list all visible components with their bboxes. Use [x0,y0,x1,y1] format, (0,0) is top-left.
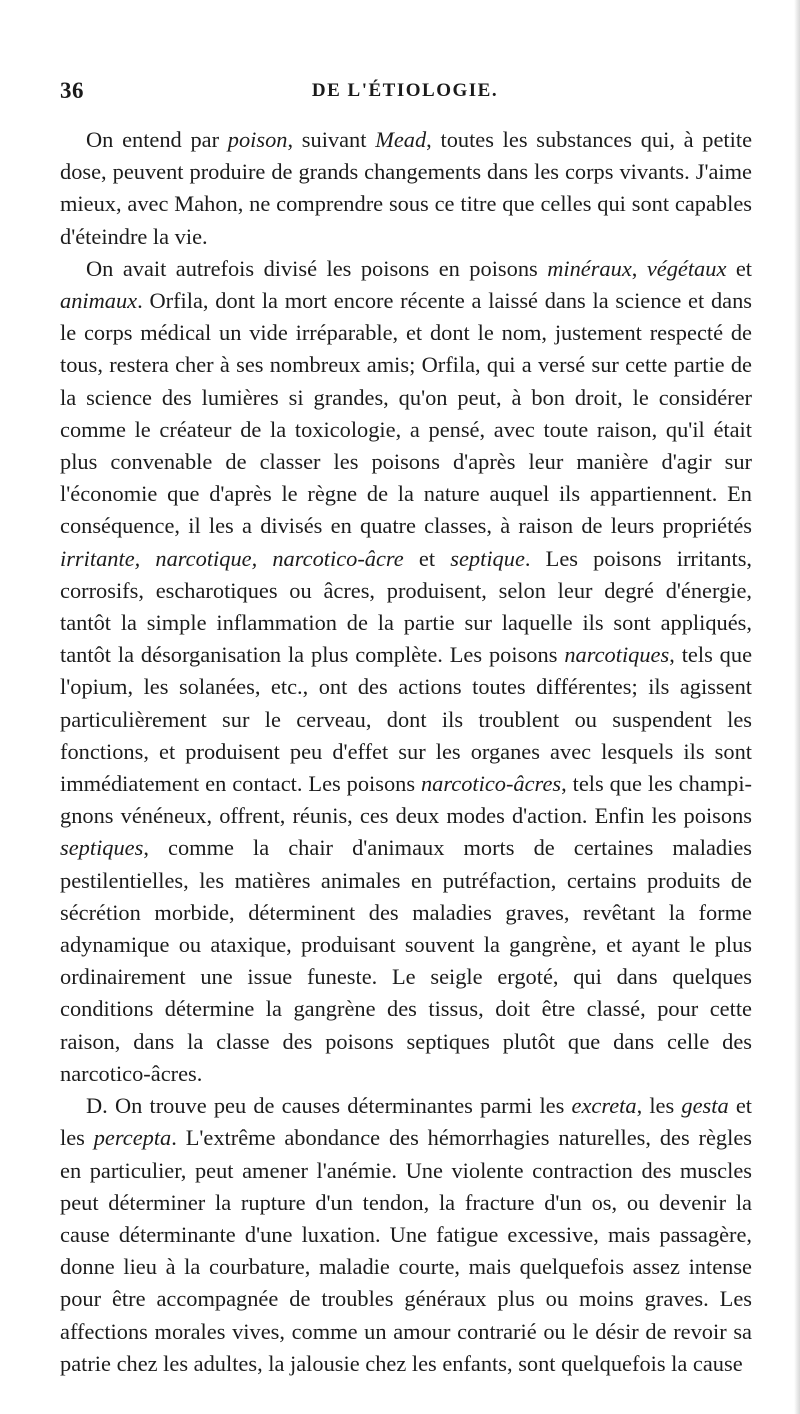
text-run: et [403,545,451,571]
italic-text: percepta [93,1125,172,1151]
text-run: On avait autrefois divisé les poisons en poisons [86,255,548,281]
page-number: 36 [60,78,84,103]
text-run: . Les poisons irritants, corrosifs, escharotiques ou âcres, produisent, selon leur degré d'énergie, tantôt la simple inflammation de la partie sur laquelle ils sont appliqués, tantôt la désorganisation la plus complète. Les poisons [60,545,753,668]
page-header [60,78,750,112]
paragraph [60,253,752,1090]
text-run: D. On trouve peu de causes déterminantes parmi les [86,1093,572,1119]
text-run: , [631,255,647,281]
italic-text: gesta [681,1093,729,1119]
text-run: et [726,255,753,281]
italic-text: narcotiques [564,642,670,668]
text-run: . Orfila, dont la mort encore récente a laissé dans la science et dans le corps médical un vide irréparable, et dont le nom, justement respecté de tous, restera cher à ses nombreux amis; Orfila, qui a versé sur cette partie de la science des lumières si grandes, qu'on peut, à bon droit, le considérer comme le créateur de la toxicologie, a pensé, avec toute raison, qu'il était plus convenable de classer les poisons d'après leur manière d'agir sur l'économie que d'après le règne de la nature auquel ils appartiennent. En conséquence, il les a divisés en quatre classes, à raison de leurs propriétés [60,288,752,539]
text-run: , suivant [287,127,376,152]
italic-text: narcotico-âcres [420,771,562,797]
italic-text: septiques [60,835,144,861]
text-run: , toutes les substances qui, à petite dose, peuvent produire de grands changements dans les corps vivants. J'aime mieux, avec Mahon, ne comprendre sous ce titre que celles qui sont capables d'éteindre la vie. [60,127,753,249]
paragraph [60,1090,752,1380]
text-run: , tels que l'opium, les solanées, etc., ont des actions toutes différentes; ils agissent particulièrement sur le cerveau, dont ils troublent ou suspendent les fonctions, et produisent peu d'effet sur les organes avec lesquels ils sont immédiatement en contact. Les poisons [60,642,753,797]
text-run: , tels que les champignons vénéneux, offrent, réunis, ces deux modes d'action. Enfin les poisons [60,771,753,829]
paragraph [60,124,752,253]
page-edge [794,0,800,1414]
italic-text: septique [450,545,525,571]
italic-text: végétaux [646,255,727,281]
body-text [60,124,752,1380]
text-run: , les [636,1093,682,1119]
italic-text: irritante, narcotique, narcotico-âcre [60,545,404,571]
italic-text: poison [227,127,288,152]
italic-text: Mead [375,127,427,152]
running-title: DE L'ÉTIOLOGIE. [311,80,499,101]
italic-text: excreta [571,1093,637,1119]
text-run: et les [60,1093,752,1151]
italic-text: minéraux [547,255,632,281]
text-run: , comme la chair d'animaux morts de certaines maladies pestilentielles, les matières animales en putréfaction, certains produits de sécrétion morbide, déterminent des maladies graves, revêtant la forme adynamique ou ataxique, produisant souvent la gangrène, et ayant le plus ordinairement une issue funeste. Le seigle ergoté, qui dans quelques conditions détermine la gangrène des tissus, doit être classé, pour cette raison, dans la classe des poisons septiques plutôt que dans celle des narcotico-âcres. [60,835,752,1086]
text-run: On entend par [86,127,228,152]
italic-text: animaux [60,288,138,314]
text-run: . L'extrême abondance des hémorrhagies naturelles, des règles en particulier, peut amener l'anémie. Une violente contraction des muscles peut déterminer la rupture d'un tendon, la fracture d'un os, ou devenir la cause déterminante d'une luxation. Une fatigue excessive, mais passagère, donne lieu à la courbature, maladie courte, mais quelquefois assez intense pour être accompagnée de troubles généraux plus ou moins graves. Les affections morales vives, comme un amour contrarié ou le désir de revoir sa patrie chez les adultes, la jalousie chez les enfants, sont quelquefois la cause [60,1125,752,1376]
